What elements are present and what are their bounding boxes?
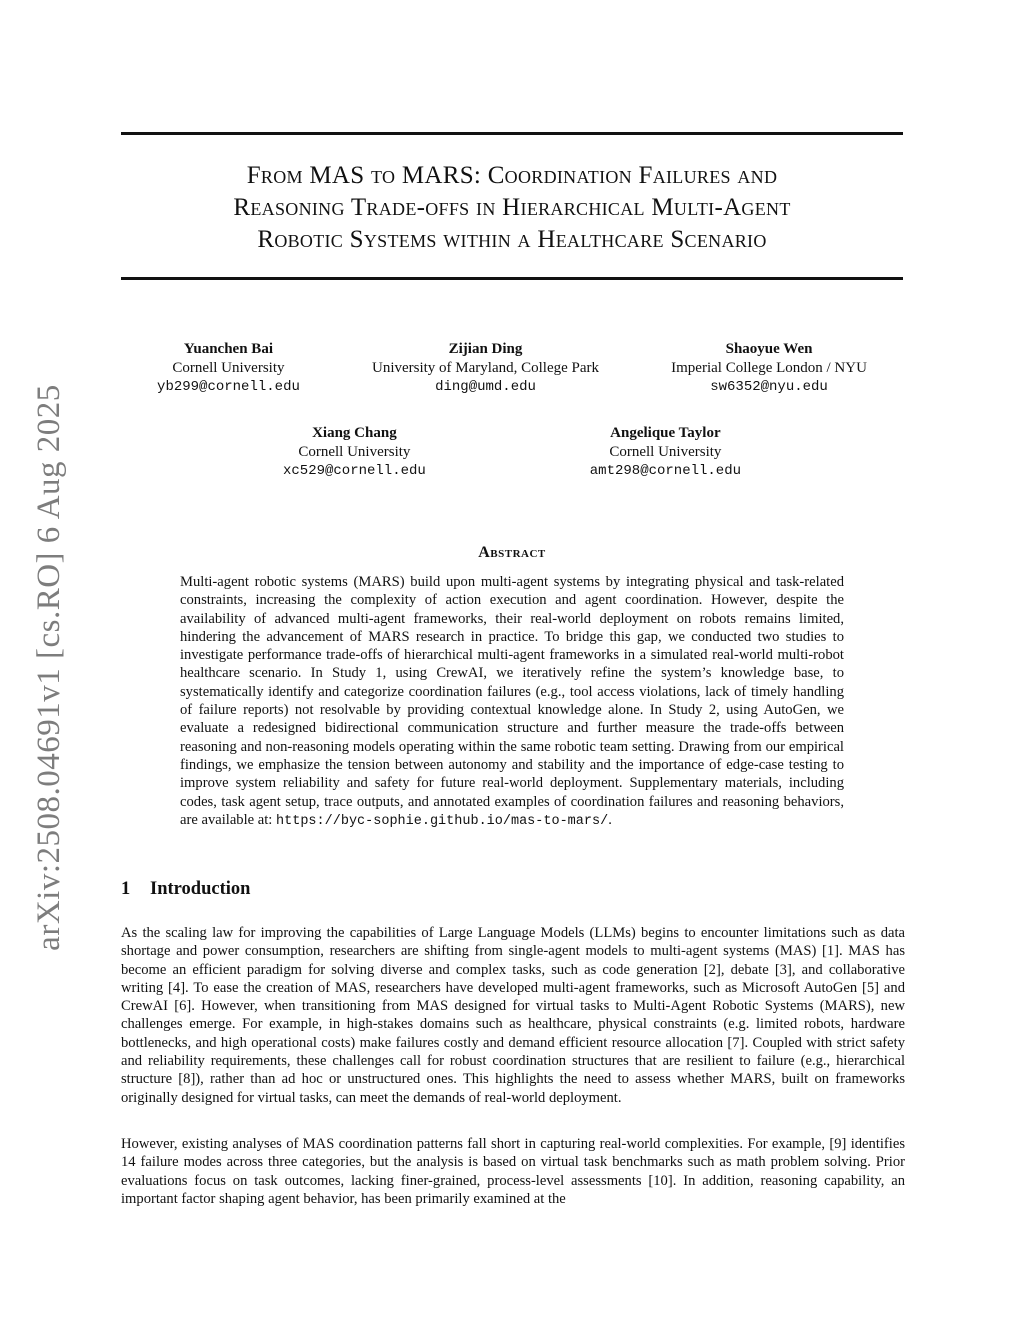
author-affiliation: Cornell University [609, 444, 722, 460]
title-line: From MAS to MARS: Coordination Failures and [246, 162, 778, 189]
author-block [283, 424, 426, 481]
author-block [157, 340, 300, 397]
author-block [671, 340, 867, 397]
author-block [372, 340, 599, 397]
abstract-body [180, 573, 844, 831]
author-name: Yuanchen Bai [183, 341, 273, 357]
section-title: Introduction [150, 879, 251, 899]
author-name: Shaoyue Wen [725, 341, 813, 357]
arxiv-stamp-text: arXiv:2508.04691v1 [cs.RO] 6 Aug 2025 [30, 384, 67, 951]
author-affiliation: Cornell University [298, 444, 411, 460]
author-email: yb299@cornell.edu [157, 379, 300, 395]
author-name: Angelique Taylor [610, 425, 721, 441]
author-name: Zijian Ding [448, 341, 523, 357]
author-block [590, 424, 741, 481]
abstract-text: Multi-agent robotic systems (MARS) build upon multi-agent systems by integrating physical and task-related constraints, increasing the complexity of action execution and agent coordination. However, despite the availability of advanced multi-agent frameworks, their real-world deployment on robots remains limited, hindering the advancement of MARS research in practice. To bridge this gap, we conducted two studies to investigate performance trade-offs of hierarchical multi-agent frameworks in a simulated real-world multi-robot healthcare scenario. In Study 1, using CrewAI, we iteratively refine the system’s knowledge base, to systematically identify and categorize coordination failures (e.g., tool access violations, lack of timely handling of failure reports) not resolvable by providing contextual knowledge alone. In Study 2, using AutoGen, we evaluate a redesigned bidirectional communication structure and further measure the trade-offs between reasoning and non-reasoning models operating within the same robotic team setting. Drawing from our empirical findings, we emphasize the tension between autonomy and stability and the importance of edge-case testing to improve system reliability and safety for future real-world deployment. Supplementary materials, including codes, task agent setup, trace outputs, and annotated examples of coordination failures and reasoning behaviors, are available at: [180, 574, 844, 828]
authors-row-2 [121, 424, 903, 481]
author-email: xc529@cornell.edu [282, 463, 426, 479]
abstract-end: . [608, 811, 612, 828]
arxiv-stamp [24, 380, 74, 955]
author-name: Xiang Chang [312, 425, 397, 441]
intro-paragraph: However, existing analyses of MAS coordination patterns fall short in capturing real-world complexities. For example, [9] identifies 14 failure modes across three categories, but the analysis is based on virtual task benchmarks such as math problem solving. Prior evaluations focus on task outcomes, lacking finer-grained, process-level assessments [10]. In addition, reasoning capability, an important factor shaping agent behavior, has been primarily examined at the [121, 1136, 905, 1207]
supplementary-link[interactable]: https://byc-sophie.github.io/mas-to-mars/ [276, 813, 609, 829]
title-line: Robotic Systems within a Healthcare Scenario [257, 226, 767, 253]
section-heading [121, 879, 903, 900]
author-email: sw6352@nyu.edu [710, 379, 828, 395]
intro-paragraph: As the scaling law for improving the capabilities of Large Language Models (LLMs) begins to encounter limitations such as data shortage and power consumption, researchers are shifting from single-agent models to multi-agent systems (MAS) [1]. MAS has become an efficient paradigm for solving diverse and complex tasks, such as code generation [2], debate [3], and collaborative writing [4]. To ease the creation of MAS, researchers have developed multi-agent frameworks, such as Microsoft AutoGen [5] and CrewAI [6]. However, when transitioning from MAS designed for virtual tasks to Multi-Agent Robotic Systems (MARS), new challenges emerge. For example, in high-stakes domains such as healthcare, physical constraints (e.g. limited robots, hardware bottlenecks, and high operational costs) make failures costly and demand efficient resource allocation [7]. Coupled with strict safety and reliability requirements, these challenges call for robust coordination structures that are resilient to failure (e.g., hierarchical structure [8]), rather than ad hoc or unstructured ones. This highlights the need to assess whether MARS, built on frameworks originally designed for virtual tasks, can meet the demands of real-world deployment. [121, 925, 905, 1106]
authors-row-1 [121, 340, 903, 397]
author-email: amt298@cornell.edu [589, 463, 742, 479]
author-affiliation: Cornell University [172, 360, 285, 376]
title-rule-top [121, 132, 903, 135]
abstract-heading: Abstract [478, 544, 546, 561]
title-line: Reasoning Trade-offs in Hierarchical Multi-Agent [233, 194, 791, 221]
author-affiliation: University of Maryland, College Park [371, 360, 600, 376]
section-number: 1 [121, 879, 131, 899]
author-email: ding@umd.edu [435, 379, 536, 395]
title-rule-bottom [121, 277, 903, 280]
paper-title [121, 160, 903, 256]
author-affiliation: Imperial College London / NYU [671, 360, 867, 376]
